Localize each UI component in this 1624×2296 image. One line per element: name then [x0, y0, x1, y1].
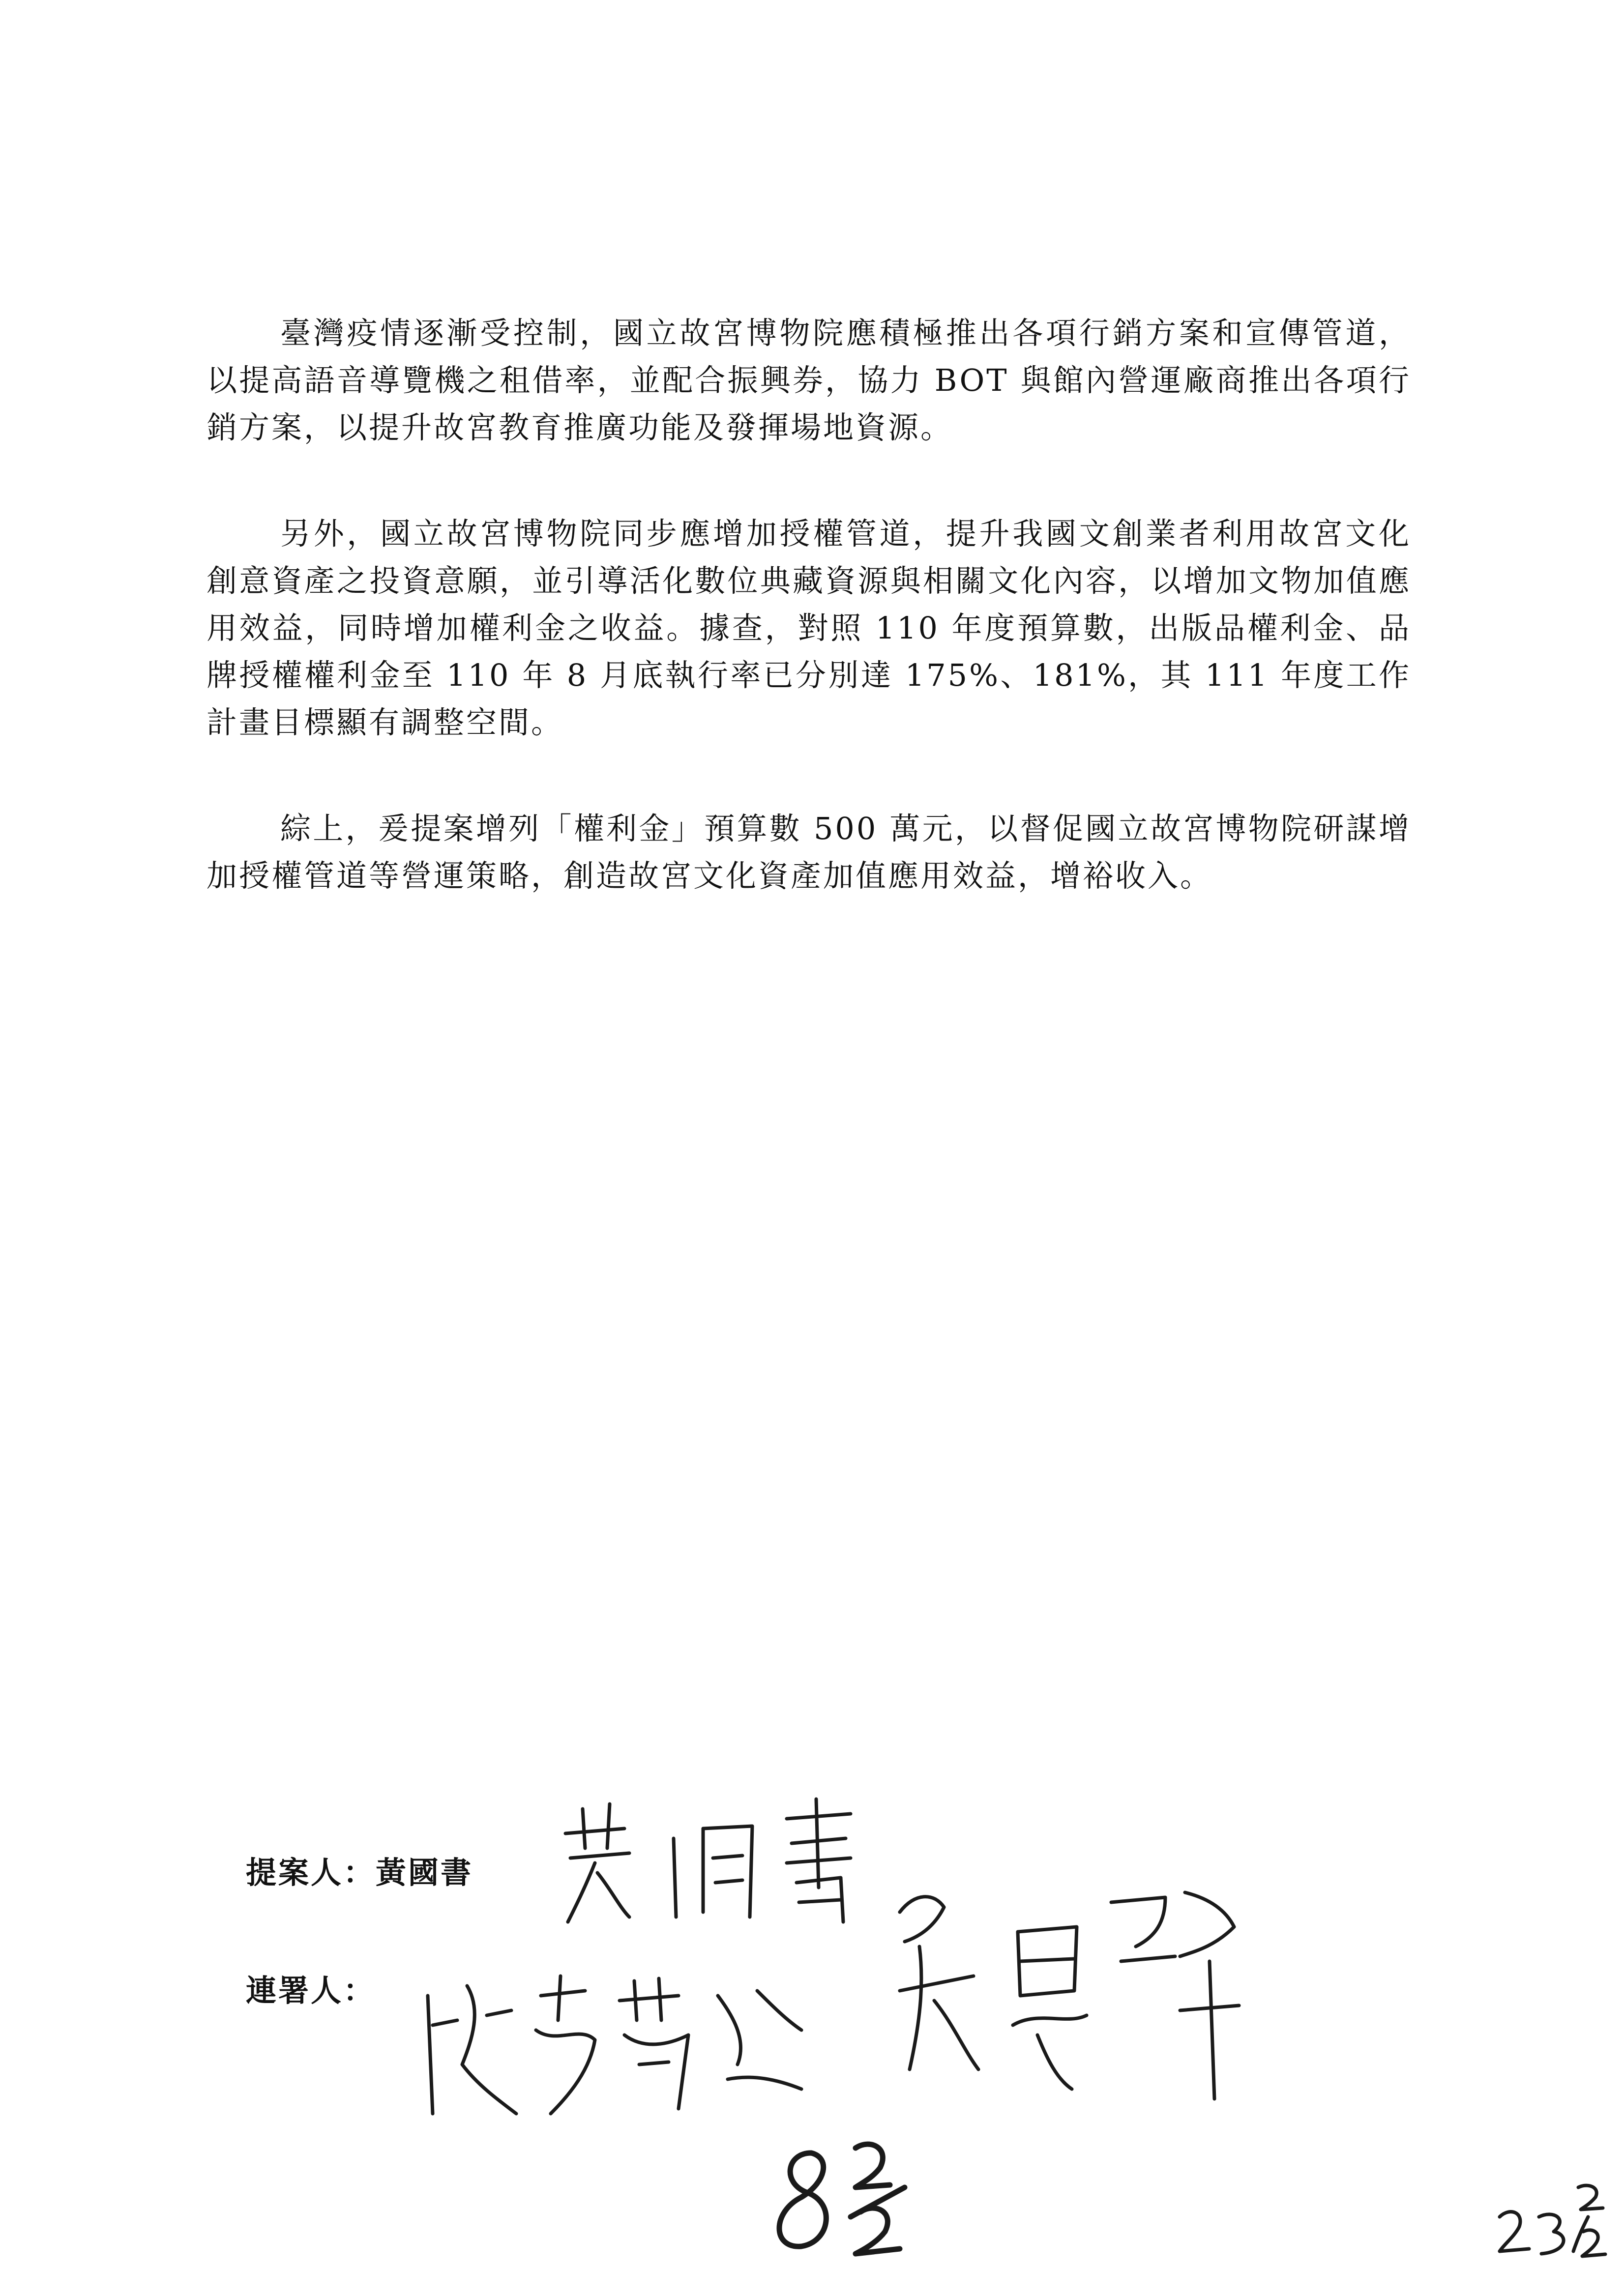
- cosigner-line: [246, 1966, 376, 2010]
- cosigner-handwritten-signature-1: [413, 1966, 816, 2133]
- cosigner-handwritten-signature-2: [890, 1863, 1244, 2119]
- handwritten-page-mark: [1495, 2178, 1608, 2261]
- proposer-handwritten-signature: [556, 1789, 870, 1937]
- document-body: [207, 310, 1411, 959]
- paragraph-1: 臺灣疫情逐漸受控制，國立故宮博物院應積極推出各項行銷方案和宣傳管道，以提高語音導覽機之租借率，並配合振興券，協力 BOT 與館內營運廠商推出各項行銷方案，以提升故宮教育推廣功能及發揮場地資源。: [207, 315, 1411, 445]
- proposer-name: 黃國書: [376, 1855, 473, 1890]
- cosigner-label: 連署人：: [246, 1973, 376, 2008]
- handwritten-number-mark: [757, 2133, 934, 2261]
- proposer-label: 提案人：: [246, 1855, 376, 1890]
- paragraph-3: 綜上，爰提案增列「權利金」預算數 500 萬元，以督促國立故宮博物院研謀增加授權管道等營運策略，創造故宮文化資產加值應用效益，增裕收入。: [207, 811, 1411, 894]
- proposer-line: [246, 1848, 473, 1892]
- paragraph-2: 另外，國立故宮博物院同步應增加授權管道，提升我國文創業者利用故宮文化創意資產之投資意願，並引導活化數位典藏資源與相關文化內容，以增加文物加值應用效益，同時增加權利金之收益。據查，對照 110 年度預算數，出版品權利金、品牌授權權利金至 110 年 8 月底執行率已分別達 175%、181%，其 111 年度工作計畫目標顯有調整空間。: [207, 516, 1411, 740]
